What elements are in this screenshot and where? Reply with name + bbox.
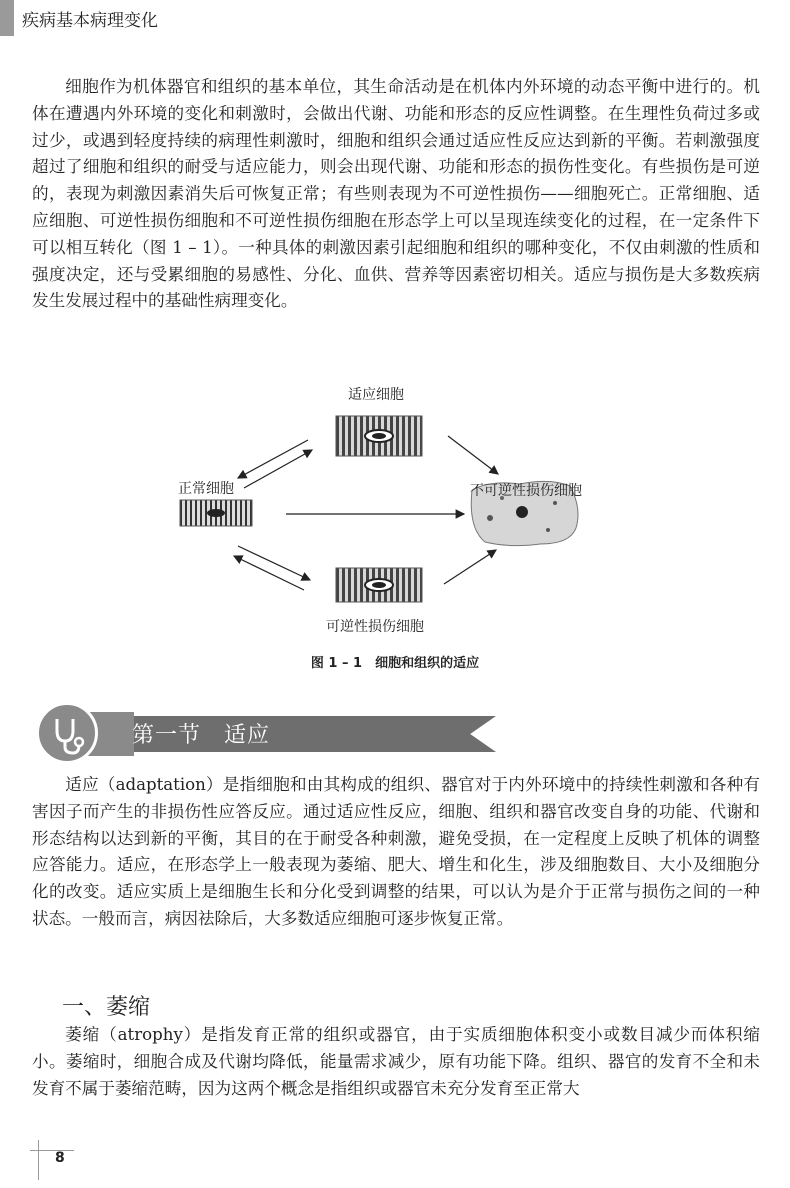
label-irreversible-cell: 不可逆性损伤细胞 — [470, 483, 582, 499]
atrophy-paragraph: 萎缩（atrophy）是指发育正常的组织或器官，由于实质细胞体积变小或数目减少而体积缩小。萎缩时，细胞合成及代谢均降低，能量需求减少，原有功能下降。组织、器官的发育不全和未发育不属于萎缩范畴，因为这两个概念是指组织或器官未充分发育至正常大 — [32, 1025, 760, 1098]
label-normal-cell: 正常细胞 — [178, 481, 234, 497]
adapted-cell-image — [336, 416, 422, 456]
figure-cell-adaptation — [150, 378, 640, 671]
label-adapted-cell: 适应细胞 — [348, 387, 404, 403]
header-tab-mark — [0, 0, 14, 36]
figure-caption: 图 1 – 1 细胞和组织的适应 — [310, 656, 480, 671]
running-title: 疾病基本病理变化 — [22, 11, 158, 31]
section-title: 第一节 适应 — [132, 723, 271, 748]
arrow-adapted-to-irreversible — [448, 436, 498, 474]
intro-paragraph: 细胞作为机体器官和组织的基本单位，其生命活动是在机体内外环境的动态平衡中进行的。机体在遭遇内外环境的变化和刺激时，会做出代谢、功能和形态的反应性调整。在生理性负荷过多或过少，或遇到轻度持续的病理性刺激时，细胞和组织会通过适应性反应达到新的平衡。若刺激强度超过了细胞和组织的耐受与适应能力，则会出现代谢、功能和形态的损伤性变化。有些损伤是可逆的，表现为刺激因素消失后可恢复正常；有些则表现为不可逆性损伤——细胞死亡。正常细胞、适应细胞、可逆性损伤细胞和不可逆性损伤细胞在形态学上可以呈现连续变化的过程，在一定条件下可以相互转化（图 1 – 1）。一种具体的刺激因素引起细胞和组织的哪种变化，不仅由刺激的性质和强度决定，还与受累细胞的易感性、分化、血供、营养等因素密切相关。适应与损伤是大多数疾病发生发展过程中的基础性病理变化。 — [32, 77, 760, 311]
subsection-title: 一、萎缩 — [62, 995, 151, 1020]
footer-corner-line — [30, 1150, 74, 1151]
figure-diagram — [150, 378, 640, 648]
arrow-reversible-to-irreversible — [444, 550, 496, 584]
section-banner — [36, 702, 496, 764]
label-reversible-cell: 可逆性损伤细胞 — [326, 619, 424, 635]
reversible-injury-cell-image — [336, 568, 422, 602]
section-paragraph: 适应（adaptation）是指细胞和由其构成的组织、器官对于内外环境中的持续性刺激和各种有害因子而产生的非损伤性应答反应。通过适应性反应，细胞、组织和器官改变自身的功能、代谢和形态结构以达到新的平衡，其目的在于耐受各种刺激，避免受损，在一定程度上反映了机体的调整应答能力。适应，在形态学上一般表现为萎缩、肥大、增生和化生，涉及细胞数目、大小及细胞分化的改变。适应实质上是细胞生长和分化受到调整的结果，可以认为是介于正常与损伤之间的一种状态。一般而言，病因祛除后，大多数适应细胞可逐步恢复正常。 — [32, 775, 760, 928]
running-head — [0, 0, 790, 40]
stethoscope-icon — [36, 702, 98, 764]
page-number: 8 — [55, 1150, 65, 1166]
normal-cell-image — [180, 500, 252, 526]
